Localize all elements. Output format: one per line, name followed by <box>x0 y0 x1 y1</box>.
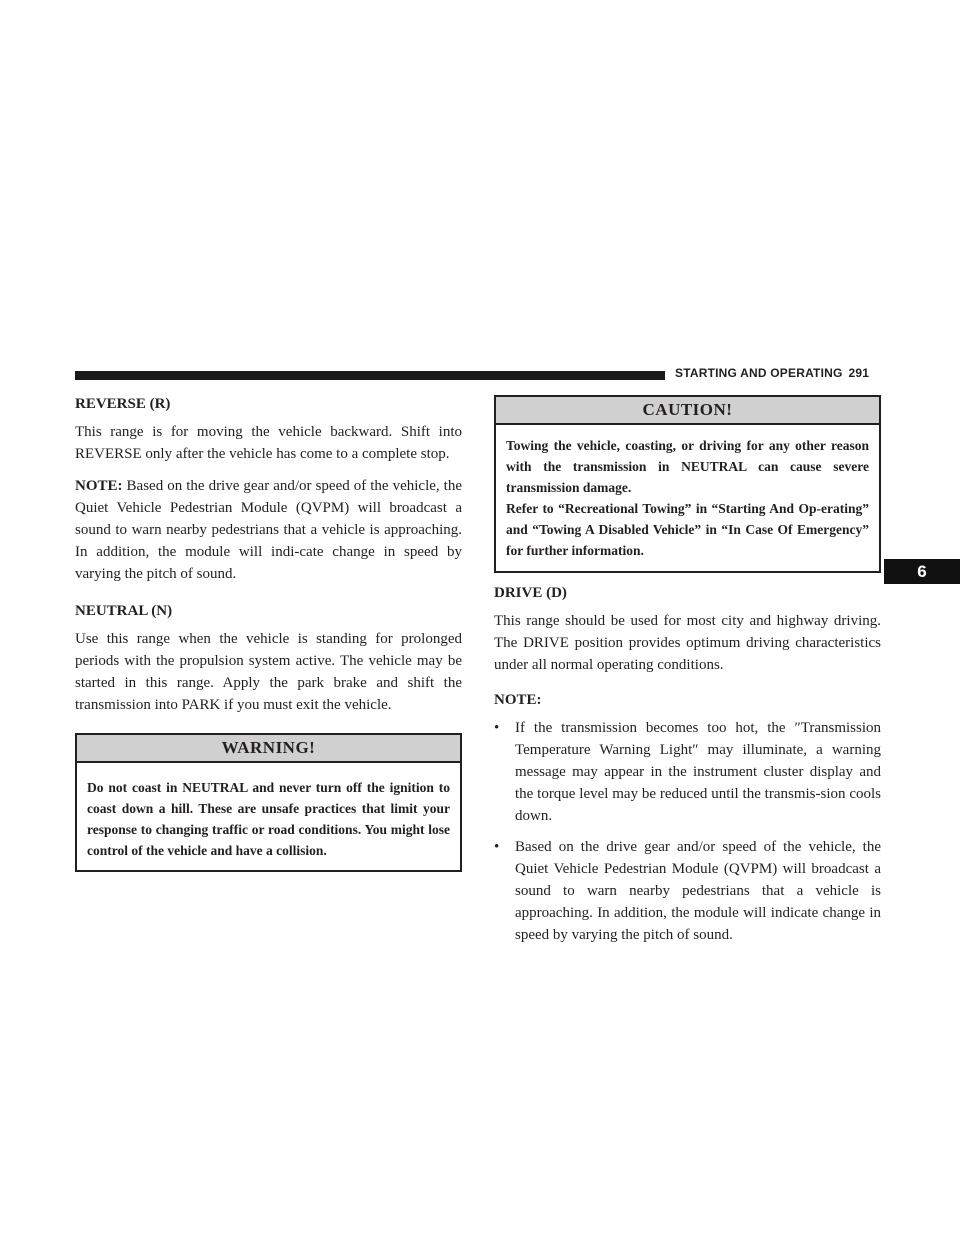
neutral-body: Use this range when the vehicle is standing for prolonged periods with the propulsion system active. The vehicle may be started in this range. Apply the park brake and shift the transmission into PARK if you must exit the vehicle. <box>75 631 462 713</box>
bullet-2: • <box>494 839 500 855</box>
caution-body-2: Refer to “Recreational Towing” in “Starting And Op-erating” and “Towing A Disabled Vehicle” in “In Case Of Emergency” for further information. <box>506 501 869 558</box>
warning-title: WARNING! <box>77 735 460 763</box>
chapter-tab[interactable]: 6 <box>884 559 960 584</box>
list-item-text: Based on the drive gear and/or speed of the vehicle, the Quiet Vehicle Pedestrian Module (QVPM) will broadcast a sound to warn nearby pedestrians that a vehicle is approaching. In addition, the module will indicate change in speed by varying the pitch of sound. <box>515 839 881 943</box>
bullet-1: • <box>494 720 500 736</box>
warning-body: Do not coast in NEUTRAL and never turn off the ignition to coast down a hill. These are unsafe practices that limit your response to changing traffic or road conditions. You might lose control of the vehicle and have a collision. <box>87 780 450 858</box>
drive-note-label: NOTE: <box>494 692 542 708</box>
reverse-note <box>75 475 462 585</box>
header-rule <box>75 371 665 380</box>
caution-title: CAUTION! <box>496 397 879 425</box>
drive-body: This range should be used for most city and highway driving. The DRIVE position provides optimum driving characteristics under all normal operating conditions. <box>494 613 881 673</box>
list-item-text: If the transmission becomes too hot, the ″Transmission Temperature Warning Light″ may illuminate, a warning message may appear in the instrument cluster display and the torque level may be reduced until the transmis-sion cools down. <box>515 720 881 824</box>
note-label: NOTE: <box>75 478 123 494</box>
caution-body-1: Towing the vehicle, coasting, or driving for any other reason with the transmission in NEUTRAL can cause severe transmission damage. <box>506 438 869 495</box>
warning-box <box>75 733 462 872</box>
caution-box <box>494 395 881 573</box>
section-title: STARTING AND OPERATING <box>675 366 843 380</box>
left-column <box>75 394 462 882</box>
drive-note-list <box>494 717 881 946</box>
reverse-body: This range is for moving the vehicle backward. Shift into REVERSE only after the vehicle has come to a complete stop. <box>75 424 462 462</box>
list-item <box>494 717 881 827</box>
note-text: Based on the drive gear and/or speed of the vehicle, the Quiet Vehicle Pedestrian Module (QVPM) will broadcast a sound to warn nearby pedestrians that a vehicle is approaching. In addition, the module will indi-cate change in speed by varying the pitch of sound. <box>75 478 462 582</box>
right-column <box>494 394 881 955</box>
drive-heading: DRIVE (D) <box>494 585 567 601</box>
list-item <box>494 836 881 946</box>
reverse-heading: REVERSE (R) <box>75 396 171 412</box>
neutral-heading: NEUTRAL (N) <box>75 603 173 619</box>
running-header <box>675 366 885 380</box>
page-number: 291 <box>848 366 870 380</box>
